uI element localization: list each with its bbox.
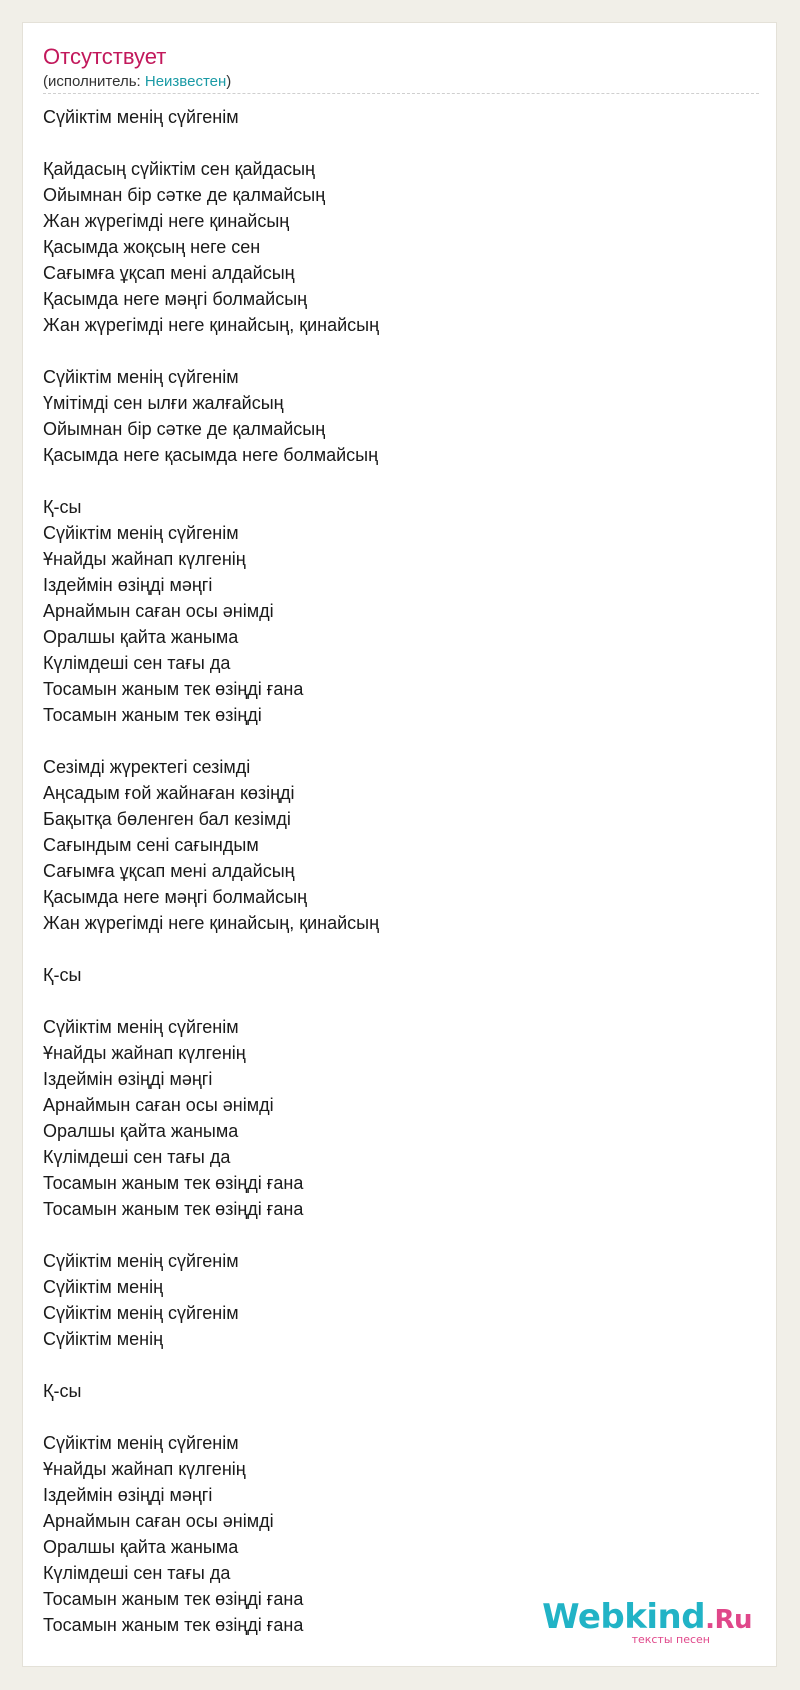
logo-tagline: тексты песен [631, 1633, 710, 1646]
lyric-line: Оралшы қайта жаныма [43, 627, 239, 647]
logo-ru-text: .Ru [705, 1605, 752, 1635]
lyric-line [43, 1404, 743, 1430]
artist-line [43, 73, 231, 91]
lyric-line: Сағымға ұқсап мені алдайсың [43, 263, 295, 283]
lyric-line: Сүйіктім менің [43, 1329, 164, 1349]
lyric-line: Іздеймін өзіңді мәңгі [43, 575, 213, 595]
lyric-line: Қ-сы [43, 1381, 82, 1401]
lyric-line: Тосамын жаным тек өзіңді ғана [43, 679, 304, 699]
lyric-line: Іздеймін өзіңді мәңгі [43, 1069, 213, 1089]
song-title: Отсутствует [43, 44, 167, 69]
lyric-line: Оралшы қайта жаныма [43, 1537, 239, 1557]
artist-prefix: (исполнитель: [43, 73, 145, 90]
lyric-line: Ұнайды жайнап күлгенің [43, 549, 246, 569]
lyric-line: Ұнайды жайнап күлгенің [43, 1043, 246, 1063]
lyric-line [43, 1222, 743, 1248]
lyric-line: Арнаймын саған осы әнімді [43, 1095, 274, 1115]
lyric-line: Сүйіктім менің сүйгенім [43, 1251, 239, 1271]
lyric-line: Жан жүрегімді неге қинайсың, қинайсың [43, 913, 380, 933]
lyric-line: Ойымнан бір сәтке де қалмайсың [43, 419, 326, 439]
lyrics-text [43, 104, 743, 1638]
lyric-line: Жан жүрегімді неге қинайсың [43, 211, 290, 231]
lyric-line [43, 936, 743, 962]
lyric-line: Қасымда неге мәңгі болмайсың [43, 289, 308, 309]
lyric-line: Оралшы қайта жаныма [43, 1121, 239, 1141]
lyric-line: Арнаймын саған осы әнімді [43, 1511, 274, 1531]
webkind-logo[interactable] [542, 1599, 752, 1646]
lyric-line: Күлімдеші сен тағы да [43, 1147, 231, 1167]
lyric-line: Арнаймын саған осы әнімді [43, 601, 274, 621]
lyric-line: Сүйіктім менің сүйгенім [43, 1433, 239, 1453]
lyric-line [43, 988, 743, 1014]
artist-link[interactable]: Неизвестен [144, 73, 227, 90]
lyric-line: Аңсадым ғой жайнаған көзіңді [43, 783, 295, 803]
lyric-line [43, 728, 743, 754]
lyrics-card [22, 22, 777, 1667]
lyric-line: Бақытқа бөленген бал кезімді [43, 809, 291, 829]
lyric-line [43, 1352, 743, 1378]
lyric-line: Үмітімді сен ылғи жалғайсың [43, 393, 284, 413]
lyric-line: Сүйіктім менің сүйгенім [43, 107, 239, 127]
lyric-line: Ойымнан бір сәтке де қалмайсың [43, 185, 326, 205]
lyric-line: Тосамын жаным тек өзіңді ғана [43, 1173, 304, 1193]
lyric-line: Сағымға ұқсап мені алдайсың [43, 861, 295, 881]
lyric-line: Қ-сы [43, 497, 82, 517]
lyric-line: Тосамын жаным тек өзіңді ғана [43, 1589, 304, 1609]
lyric-line: Сүйіктім менің [43, 1277, 164, 1297]
lyric-line: Тосамын жаным тек өзіңді ғана [43, 1615, 304, 1635]
lyric-line: Сезімді жүректегі сезімді [43, 757, 251, 777]
lyric-line: Тосамын жаным тек өзіңді [43, 705, 262, 725]
lyric-line: Жан жүрегімді неге қинайсың, қинайсың [43, 315, 380, 335]
lyric-line [43, 468, 743, 494]
lyric-line: Қасымда неге қасымда неге болмайсың [43, 445, 379, 465]
lyric-line: Қайдасың сүйіктім сен қайдасың [43, 159, 315, 179]
header-divider [43, 93, 759, 94]
lyric-line: Сүйіктім менің сүйгенім [43, 1017, 239, 1037]
lyric-line [43, 130, 743, 156]
lyric-line: Күлімдеші сен тағы да [43, 1563, 231, 1583]
lyric-line [43, 338, 743, 364]
lyric-line: Күлімдеші сен тағы да [43, 653, 231, 673]
lyric-line: Іздеймін өзіңді мәңгі [43, 1485, 213, 1505]
lyric-line: Қасымда неге мәңгі болмайсың [43, 887, 308, 907]
lyric-line: Сағындым сені сағындым [43, 835, 259, 855]
lyric-line: Қ-сы [43, 965, 82, 985]
lyric-line: Тосамын жаным тек өзіңді ғана [43, 1199, 304, 1219]
lyric-line: Сүйіктім менің сүйгенім [43, 523, 239, 543]
lyric-line: Ұнайды жайнап күлгенің [43, 1459, 246, 1479]
lyric-line: Сүйіктім менің сүйгенім [43, 1303, 239, 1323]
artist-suffix: ) [226, 73, 232, 90]
logo-main-text: Webkind [542, 1597, 706, 1637]
lyric-line: Қасымда жоқсың неге сен [43, 237, 261, 257]
lyric-line: Сүйіктім менің сүйгенім [43, 367, 239, 387]
